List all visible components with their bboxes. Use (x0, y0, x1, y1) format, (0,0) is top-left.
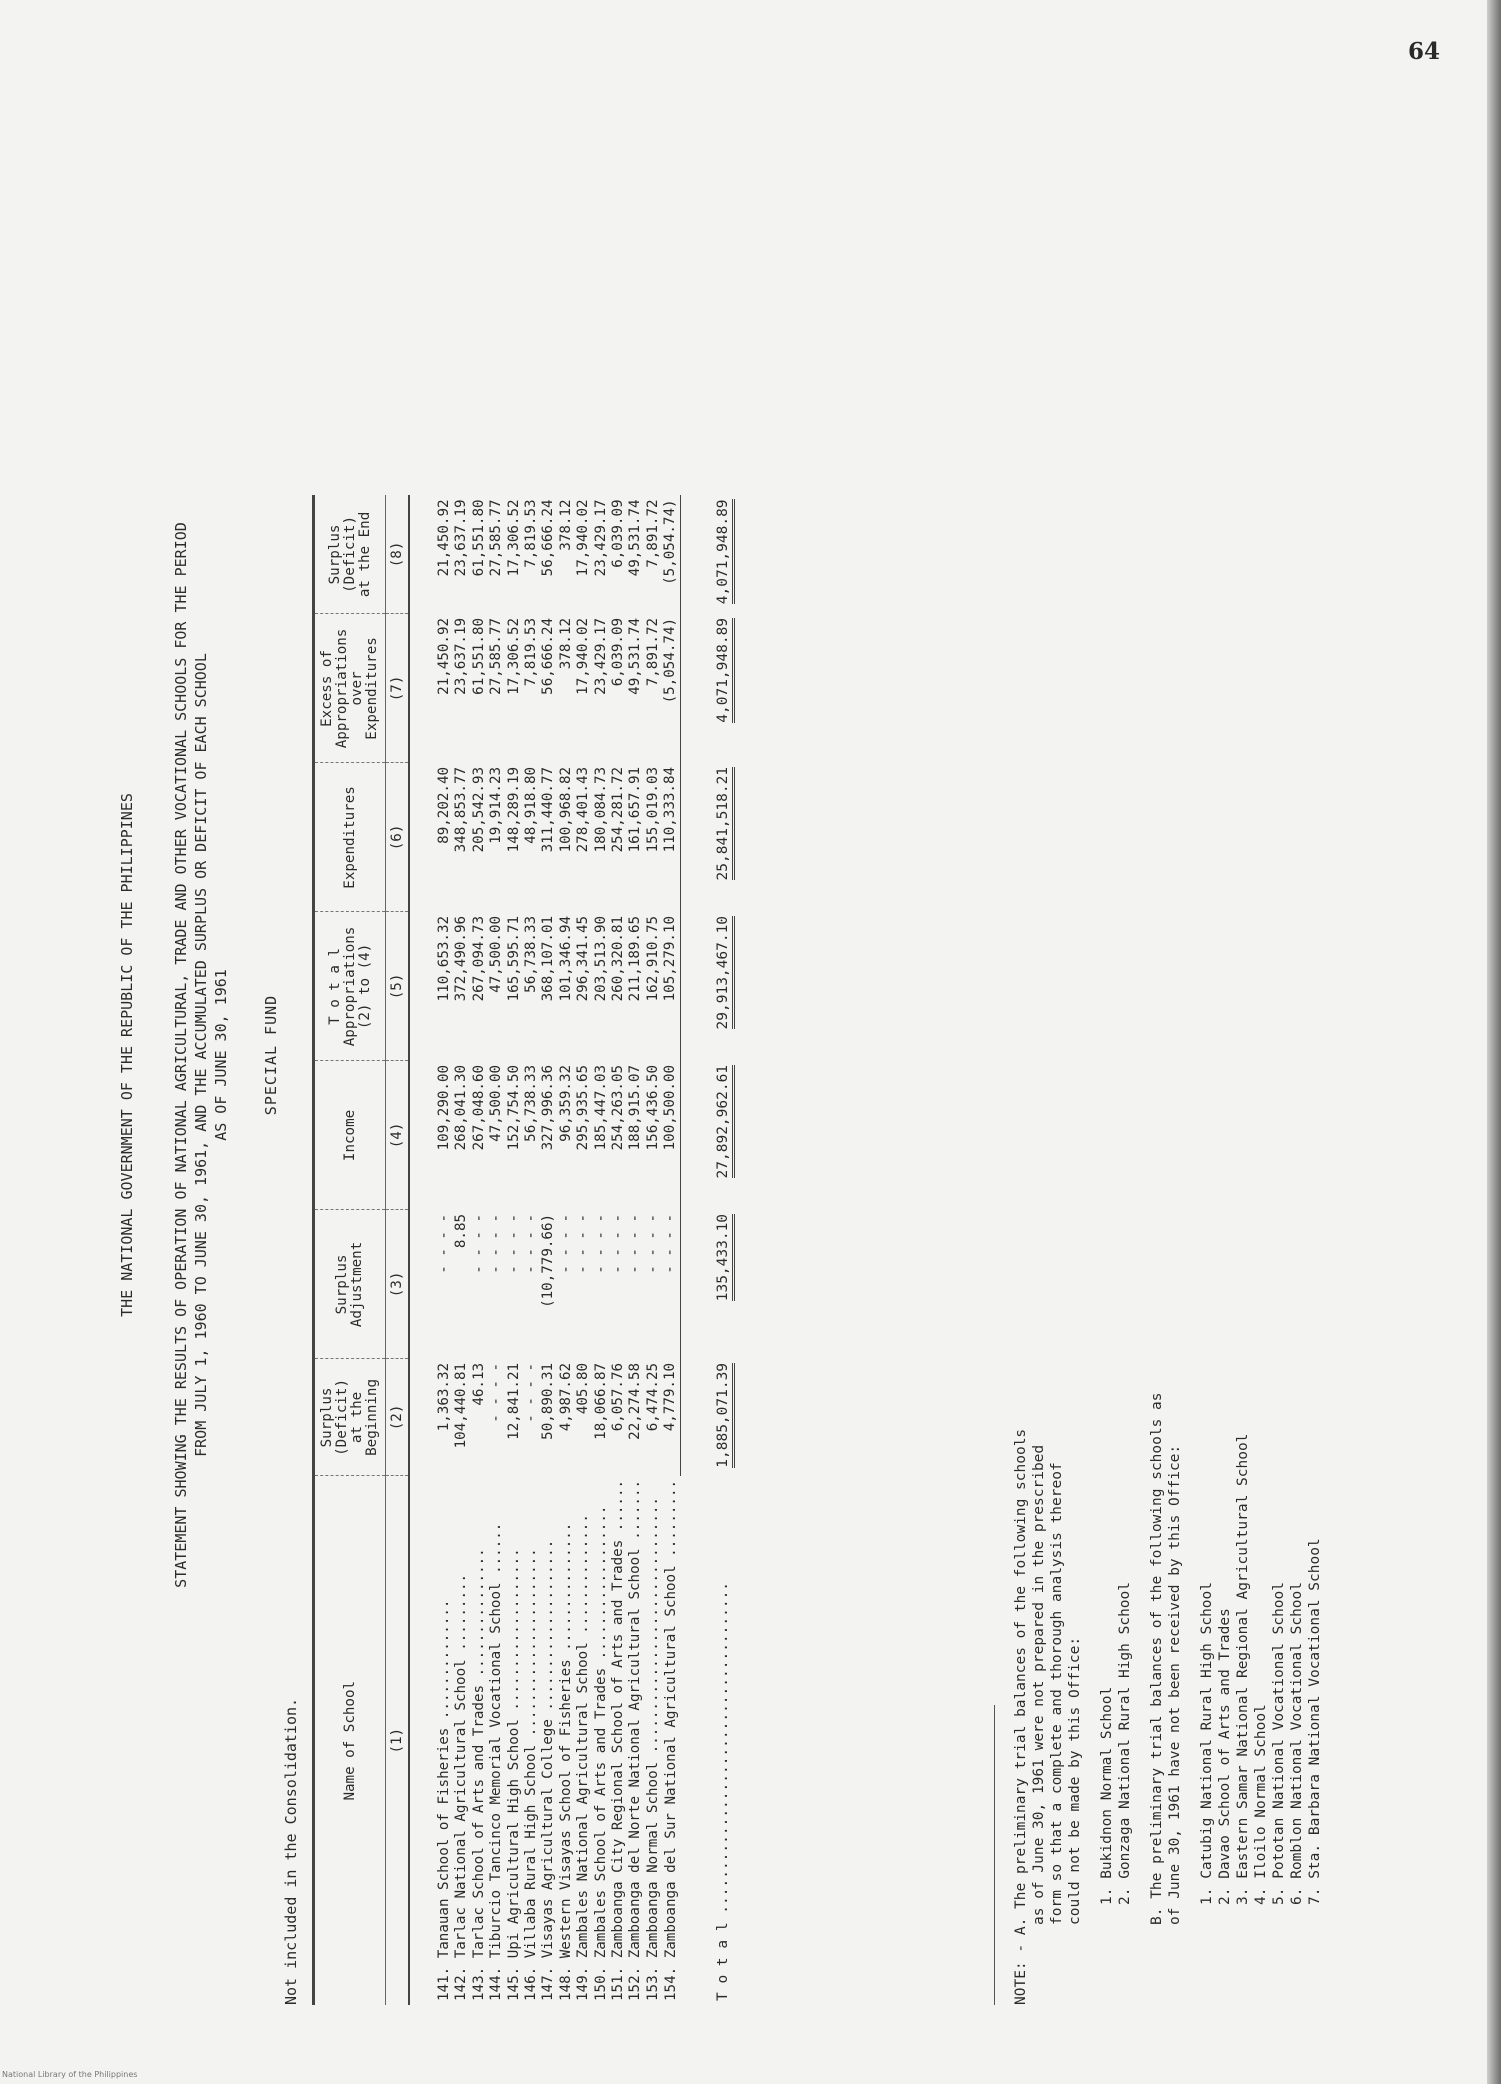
excess-cell: 56,666.24 (540, 617, 557, 695)
surplus-beginning-cell: 1,363.32 (436, 1362, 452, 1432)
col-name-of-school: Name of School (314, 1476, 386, 2005)
table-row (558, 495, 575, 2005)
notes-divider (994, 1705, 995, 2005)
surplus-end-cell: 17,306.52 (505, 499, 522, 577)
table-row (540, 495, 557, 2005)
column-headers (314, 495, 386, 2005)
col-number: (7) (386, 614, 410, 763)
note-b-item: 5. Pototan National Vocational School (1271, 1581, 1287, 1905)
col-number: (3) (386, 1210, 410, 1359)
page-edge-shadow (1487, 0, 1501, 2084)
expenditures-cell: 100,968.82 (557, 766, 574, 853)
expenditures-cell: 205,542.93 (470, 766, 487, 853)
col-number: (8) (386, 495, 410, 614)
total-appropriations-cell: 47,500.00 (488, 915, 505, 993)
excess-cell: (5,054.74) (662, 614, 680, 763)
note-a-line: form so that a complete and thorough analysis thereof (1049, 1462, 1065, 1925)
expenditures-cell: 254,281.72 (610, 766, 627, 853)
income-cell: 152,754.50 (505, 1064, 522, 1151)
note-b-item: 6. Romblon National Vocational School (1289, 1581, 1305, 1905)
total-value: 29,913,467.10 (715, 916, 735, 1030)
surplus-beginning-cell: 104,440.81 (453, 1362, 470, 1449)
income-cell: 96,359.32 (557, 1064, 574, 1142)
income-cell: 156,436.50 (644, 1064, 661, 1151)
table-row (453, 495, 470, 2005)
table-row (488, 495, 505, 2005)
total-surplus-end-cell (707, 495, 741, 614)
table-row (506, 495, 523, 2005)
total-income-cell (707, 1061, 741, 1210)
col-number: (4) (386, 1061, 410, 1210)
excess-cell: 23,429.17 (592, 617, 609, 695)
surplus-beginning-cell: 4,779.10 (662, 1359, 680, 1476)
excess-cell: 7,819.53 (523, 617, 540, 687)
total-value: 135,433.10 (715, 1214, 735, 1301)
col-surplus-end: Surplus (Deficit) at the End (314, 495, 386, 614)
excess-cell: 7,891.72 (644, 617, 661, 687)
column-numbers (386, 495, 410, 2005)
col-surplus-adjustment: Surplus Adjustment (314, 1210, 386, 1359)
total-surplus-adjustment-cell (707, 1210, 741, 1359)
surplus-beginning-cell: 12,841.21 (505, 1362, 522, 1440)
surplus-end-cell: 27,585.77 (488, 499, 505, 577)
surplus-adjustment-cell: - - - - (523, 1213, 540, 1274)
note-b-line: of June 30, 1961 have not been received by this Office: (1167, 1444, 1183, 1925)
surplus-end-cell: 49,531.74 (627, 499, 644, 577)
school-name-cell: 143. Tarlac School of Arts and Trades ............... (470, 1548, 487, 2001)
surplus-adjustment-cell: - - - - (610, 1213, 627, 1274)
excess-cell: 6,039.09 (610, 617, 627, 687)
surplus-end-cell: 17,940.02 (575, 499, 592, 577)
col-number: (1) (386, 1476, 410, 2005)
fund-title: SPECIAL FUND (262, 994, 280, 1116)
note-a-line: NOTE: - A. The preliminary trial balances of the following schools (1013, 1428, 1029, 2005)
expenditures-cell: 311,440.77 (540, 766, 557, 853)
surplus-end-cell: 7,819.53 (523, 499, 540, 568)
table-row (662, 495, 680, 2005)
statement-date: AS OF JUNE 30, 1961 (212, 969, 230, 1141)
surplus-beginning-cell: - - - - (523, 1362, 540, 1423)
surplus-end-cell: 7,891.72 (644, 499, 661, 568)
school-name-cell: 148. Western Visayas School of Fisheries ............... (557, 1522, 574, 2001)
note-b-item: 4. Iloilo Normal School (1253, 1704, 1269, 1905)
surplus-end-cell: 23,637.19 (453, 499, 470, 577)
total-expenditures-cell (707, 763, 741, 912)
statement-period: FROM JULY 1, 1960 TO JUNE 30, 1961, AND THE ACCUMULATED SURPLUS OR DEFICIT OF EACH SCHOOL (192, 653, 210, 1457)
income-cell: 267,048.60 (470, 1064, 487, 1151)
note-a-line: could not be made by this Office: (1067, 1636, 1083, 1925)
surplus-beginning-cell: 50,890.31 (540, 1362, 557, 1440)
income-cell: 56,738.33 (523, 1064, 540, 1142)
table-row (627, 495, 644, 2005)
note-b-item: 2. Davao School of Arts and Trades (1217, 1608, 1233, 1905)
total-total-appropriations-cell (707, 912, 741, 1061)
surplus-end-cell: 61,551.80 (470, 499, 487, 577)
page-number: 64 (1408, 38, 1441, 65)
total-appropriations-cell: 165,595.71 (505, 915, 522, 1002)
income-cell: 327,996.36 (540, 1064, 557, 1151)
excess-cell: 49,531.74 (627, 617, 644, 695)
school-name-cell: 144. Tiburcio Tancinco Memorial Vocational School ...... (488, 1522, 505, 2001)
total-value: 4,071,948.89 (715, 618, 735, 723)
note-b-line: B. The preliminary trial balances of the following schools as (1149, 1392, 1165, 1925)
surplus-beginning-cell: 6,474.25 (644, 1362, 661, 1432)
table-row (436, 495, 453, 2005)
expenditures-cell: 110,333.84 (662, 763, 680, 912)
excess-cell: 23,637.19 (453, 617, 470, 695)
notes-section (1012, 1392, 1324, 2005)
government-title: THE NATIONAL GOVERNMENT OF THE REPUBLIC OF THE PHILIPPINES (118, 793, 136, 1317)
school-name-cell: 147. Visayas Agricultural College .................... (540, 1539, 557, 2001)
total-value: 25,841,518.21 (715, 767, 735, 881)
school-name-cell: 146. Villaba Rural High School ...................... (523, 1548, 540, 2001)
surplus-adjustment-cell: - - - - (505, 1213, 522, 1274)
col-surplus-beginning: Surplus (Deficit) at the Beginning (314, 1359, 386, 1476)
school-name-cell: 152. Zamboanga del Norte National Agricultural School ....... (627, 1479, 644, 2001)
excess-cell: 27,585.77 (488, 617, 505, 695)
surplus-beginning-cell: 46.13 (470, 1362, 487, 1406)
col-income: Income (314, 1061, 386, 1210)
total-appropriations-cell: 162,910.75 (644, 915, 661, 1002)
total-appropriations-cell: 211,189.65 (627, 915, 644, 1002)
total-appropriations-cell: 368,107.01 (540, 915, 557, 1002)
surplus-beginning-cell: 22,274.58 (627, 1362, 644, 1440)
col-expenditures: Expenditures (314, 763, 386, 912)
schools-table (312, 495, 741, 2005)
surplus-adjustment-cell: (10,779.66) (540, 1213, 557, 1308)
expenditures-cell: 278,401.43 (575, 766, 592, 853)
school-name-cell: 153. Zamboanga Normal School .............................. (644, 1497, 661, 2001)
surplus-beginning-cell: 6,057.76 (610, 1362, 627, 1432)
surplus-adjustment-cell: - - - - (436, 1213, 452, 1274)
note-b-item: 7. Sta. Barbara National Vocational School (1307, 1538, 1323, 1905)
total-appropriations-cell: 203,513.90 (592, 915, 609, 1002)
excess-cell: 21,450.92 (436, 617, 452, 695)
total-appropriations-cell: 260,320.81 (610, 915, 627, 1002)
surplus-end-cell: 56,666.24 (540, 499, 557, 577)
table-body (409, 495, 741, 2005)
surplus-end-cell: 23,429.17 (592, 499, 609, 577)
total-appropriations-cell: 105,279.10 (662, 912, 680, 1061)
total-appropriations-cell: 372,490.96 (453, 915, 470, 1002)
surplus-beginning-cell: 4,987.62 (557, 1362, 574, 1432)
excess-cell: 378.12 (557, 617, 574, 670)
library-credit: National Library of the Philippines (2, 2070, 138, 2079)
total-value: 1,885,071.39 (715, 1363, 735, 1468)
col-number: (5) (386, 912, 410, 1061)
surplus-end-cell: 6,039.09 (610, 499, 627, 568)
school-name-cell: 141. Tanauan School of Fisheries .............. (436, 1599, 452, 2001)
total-value: 4,071,948.89 (715, 499, 735, 604)
col-total-appropriations: T o t a l Appropriations (2) to (4) (314, 912, 386, 1061)
school-name-cell: 150. Zambales School of Arts and Trades .................. (592, 1505, 609, 2001)
note-b-item: 3. Eastern Samar National Regional Agricultural School (1235, 1433, 1251, 1905)
surplus-end-cell: 378.12 (557, 499, 574, 551)
note-a-item: 2. Gonzaga National Rural High School (1117, 1581, 1133, 1905)
income-cell: 47,500.00 (488, 1064, 505, 1142)
surplus-beginning-cell: 405.80 (575, 1362, 592, 1415)
income-cell: 254,263.05 (610, 1064, 627, 1151)
table-row (523, 495, 540, 2005)
total-surplus-beginning-cell (707, 1359, 741, 1476)
expenditures-cell: 155,019.03 (644, 766, 661, 853)
note-b-item: 1. Catubig National Rural High School (1199, 1581, 1215, 1905)
total-row (707, 495, 741, 2005)
expenditures-cell: 48,918.80 (523, 766, 540, 844)
total-appropriations-cell: 267,094.73 (470, 915, 487, 1002)
expenditures-cell: 89,202.40 (436, 766, 452, 844)
col-number: (2) (386, 1359, 410, 1476)
surplus-adjustment-cell: - - - - (488, 1213, 505, 1274)
table-row (593, 495, 610, 2005)
surplus-adjustment-cell: - - - - (644, 1213, 661, 1274)
income-cell: 268,041.30 (453, 1064, 470, 1151)
school-name-cell: 142. Tarlac National Agricultural School ......... (453, 1573, 470, 2001)
table-row (645, 495, 662, 2005)
spacer-row (680, 495, 707, 2005)
expenditures-cell: 148,289.19 (505, 766, 522, 853)
income-cell: 100,500.00 (662, 1061, 680, 1210)
expenditures-cell: 180,084.73 (592, 766, 609, 853)
table-row (575, 495, 592, 2005)
col-excess: Excess of Appropriations over Expenditures (314, 614, 386, 763)
surplus-adjustment-cell: 8.85 (453, 1213, 470, 1249)
spacer-row (409, 495, 436, 2005)
total-appropriations-cell: 296,341.45 (575, 915, 592, 1002)
note-a-item: 1. Bukidnon Normal School (1099, 1686, 1115, 1905)
total-appropriations-cell: 56,738.33 (523, 915, 540, 993)
excess-cell: 17,306.52 (505, 617, 522, 695)
total-appropriations-cell: 101,346.94 (557, 915, 574, 1002)
excess-cell: 17,940.02 (575, 617, 592, 695)
table-row (471, 495, 488, 2005)
surplus-beginning-cell: - - - - (488, 1362, 505, 1423)
total-value: 27,892,962.61 (715, 1065, 735, 1179)
col-number: (6) (386, 763, 410, 912)
surplus-adjustment-cell: - - - - (627, 1213, 644, 1274)
expenditures-cell: 161,657.91 (627, 766, 644, 853)
surplus-adjustment-cell: - - - - (592, 1213, 609, 1274)
rotated-document (0, 45, 1360, 2065)
school-name-cell: 145. Upi Agricultural High School ................... (505, 1548, 522, 2001)
excess-cell: 61,551.80 (470, 617, 487, 695)
income-cell: 295,935.65 (575, 1064, 592, 1151)
school-name-cell: 154. Zamboanga del Sur National Agricultural School ......... (662, 1479, 679, 2001)
income-cell: 109,290.00 (436, 1064, 452, 1151)
total-excess-cell (707, 614, 741, 763)
income-cell: 185,447.03 (592, 1064, 609, 1151)
school-name-cell: 149. Zambales National Agricultural School .............. (575, 1514, 592, 2001)
income-cell: 188,915.07 (627, 1064, 644, 1151)
surplus-beginning-cell: 18,066.87 (592, 1362, 609, 1440)
surplus-adjustment-cell: - - - - (557, 1213, 574, 1274)
expenditures-cell: 348,853.77 (453, 766, 470, 853)
statement-title: STATEMENT SHOWING THE RESULTS OF OPERATION OF NATIONAL AGRICULTURAL, TRADE AND OTHER VOCATIONAL SCHOOLS FOR THE PERIOD (172, 522, 190, 1588)
table-row (610, 495, 627, 2005)
total-appropriations-cell: 110,653.32 (436, 915, 452, 1002)
surplus-adjustment-cell: - - - - (470, 1213, 487, 1274)
surplus-end-cell: (5,054.74) (662, 495, 680, 614)
school-name-cell: 151. Zamboanga City Regional School of Arts and Trades ...... (610, 1479, 627, 2001)
surplus-adjustment-cell: - - - - (575, 1213, 592, 1274)
not-included-label: Not included in the Consolidation. (282, 1697, 300, 2005)
surplus-end-cell: 21,450.92 (436, 499, 452, 577)
surplus-adjustment-cell: - - - - (662, 1210, 680, 1359)
expenditures-cell: 19,914.23 (488, 766, 505, 844)
total-label: T o t a l ...................................... (714, 1581, 731, 2001)
note-a-line: as of June 30, 1961 were not prepared in the prescribed (1031, 1444, 1047, 1925)
